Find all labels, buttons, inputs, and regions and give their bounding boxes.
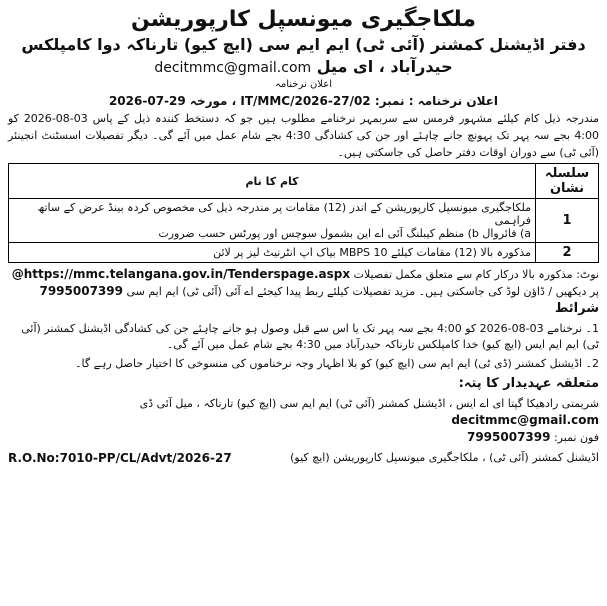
row-sn: 1 (536, 199, 599, 243)
contact-phone-label: فون نمبر: (553, 431, 599, 444)
signature-line: اڈیشنل کمشنر (آئی ٹی) ، ملکاجگیری میونسپل کارپوریشن (ایچ کیو) (290, 451, 599, 464)
table-row (9, 243, 599, 263)
footer (8, 450, 599, 466)
row-work-line: ملکاجگیری میونسپل کارپوریشن کے اندر (12) مقامات پر مندرجہ ذیل کی مخصوص کردہ بینڈ عرض کے ساتھ فراہمی (37, 201, 531, 227)
row-sn: 2 (536, 243, 599, 263)
row-work (9, 243, 536, 263)
column-header-work: کام کا نام (9, 164, 536, 199)
contact-heading: متعلقہ عہدیدار کا پتہ: (458, 376, 599, 391)
note-block (8, 266, 599, 300)
corporation-title: ملکاجگیری میونسپل کارپوریشن (131, 7, 476, 32)
tender-link[interactable]: @https://mmc.telangana.gov.in/Tenderspage.aspx (11, 267, 351, 281)
conditions-heading: شرائط (554, 301, 599, 316)
city-email-line (8, 56, 599, 78)
notice-label: اعلان نرخنامہ (275, 79, 332, 90)
release-order-number: R.O.No:7010-PP/CL/Advt/2026-27 (8, 451, 232, 465)
reference-line: اعلان نرخنامہ : نمبر: 02/IT/MMC/2026-27 ، مورخہ 29-07-2026 (108, 94, 499, 108)
row-work (9, 199, 536, 243)
note-text-2: پر دیکھیں / ڈاؤن لوڈ کی جاسکتی ہیں۔ مزید تفصیلات کیلئے ربط پیدا کیجئے اے آئی (آئی ٹی) ایم ایم سی (126, 285, 599, 298)
note-text: نوٹ: مذکورہ بالا درکار کام سے متعلق مکمل تفصیلات (353, 268, 599, 281)
condition-item: 2۔ اڈیشنل کمشنر (ڈی ٹی) ایم ایم سی (ایچ کیو) کو بلا اظہار وجہ نرخناموں کی منسوخی کا اختیار حاصل رہے گا۔ (75, 357, 599, 370)
table-row (9, 199, 599, 243)
contact-name: شریمتی رادھیکا گپتا ای اے ایس ، اڈیشنل کمشنر (آئی ٹی) ایم ایم سی (ایچ کیو) تارناکہ ، میل آئی ڈی (139, 397, 599, 410)
office-address: دفتر اڈیشنل کمشنر (آئی ٹی) ایم ایم سی (ایچ کیو) تارناکہ دوا کامپلکس (21, 35, 586, 54)
city-email-label: حیدرآباد ، ای میل (316, 57, 453, 76)
work-table (8, 163, 599, 263)
contact-email[interactable]: decitmmc@gmail.com (451, 413, 599, 427)
office-email: decitmmc@gmail.com (154, 60, 312, 76)
row-work-line: مذکورہ بالا (12) مقامات کیلئے 10 MBPS بیاک اپ انٹرنیٹ لیز پر لائن (213, 246, 531, 259)
condition-item: 1۔ نرخنامے 03-08-2026 کو 4:00 بجے سہ پہر تک یا اس سے قبل وصول ہو جانے چاہئے جن کی کشادگی اڈیشنل کمشنر (آئی ٹی) ایم ایم ایس (ایچ کیو) خدا کامپلکس تارناکہ حیدرآباد میں 4:30 بجے شام عمل میں آئے گی۔ (21, 322, 599, 351)
contact-block (8, 396, 599, 446)
column-header-sn: سلسلہ نشان (536, 164, 599, 199)
row-work-line: a) فائروال b) منظم کیبلنگ آئی اے این بشمول سوچس اور پورٹس حسب ضرورت (158, 227, 531, 240)
note-phone: 7995007399 (39, 284, 123, 298)
table-header-row (9, 164, 599, 199)
contact-phone: 7995007399 (466, 430, 551, 444)
intro-paragraph: مندرجہ ذیل کام کیلئے مشہور فرمس سے سربمہر نرخنامے مطلوب ہیں جو کہ دستخط کنندہ ذیل کے پاس 03-08-2026 کو 4:00 بجے سہ پہر تک پہونچ جانے چاہئے اور جن کی کشادگی 4:30 بجے شام عمل میں آئے گی۔ دیگر تفصیلات اسسٹنٹ انجینئر (آئی ٹی) سے دوران اوقات دفتر حاصل کی جاسکتی ہیں۔ (8, 112, 600, 159)
